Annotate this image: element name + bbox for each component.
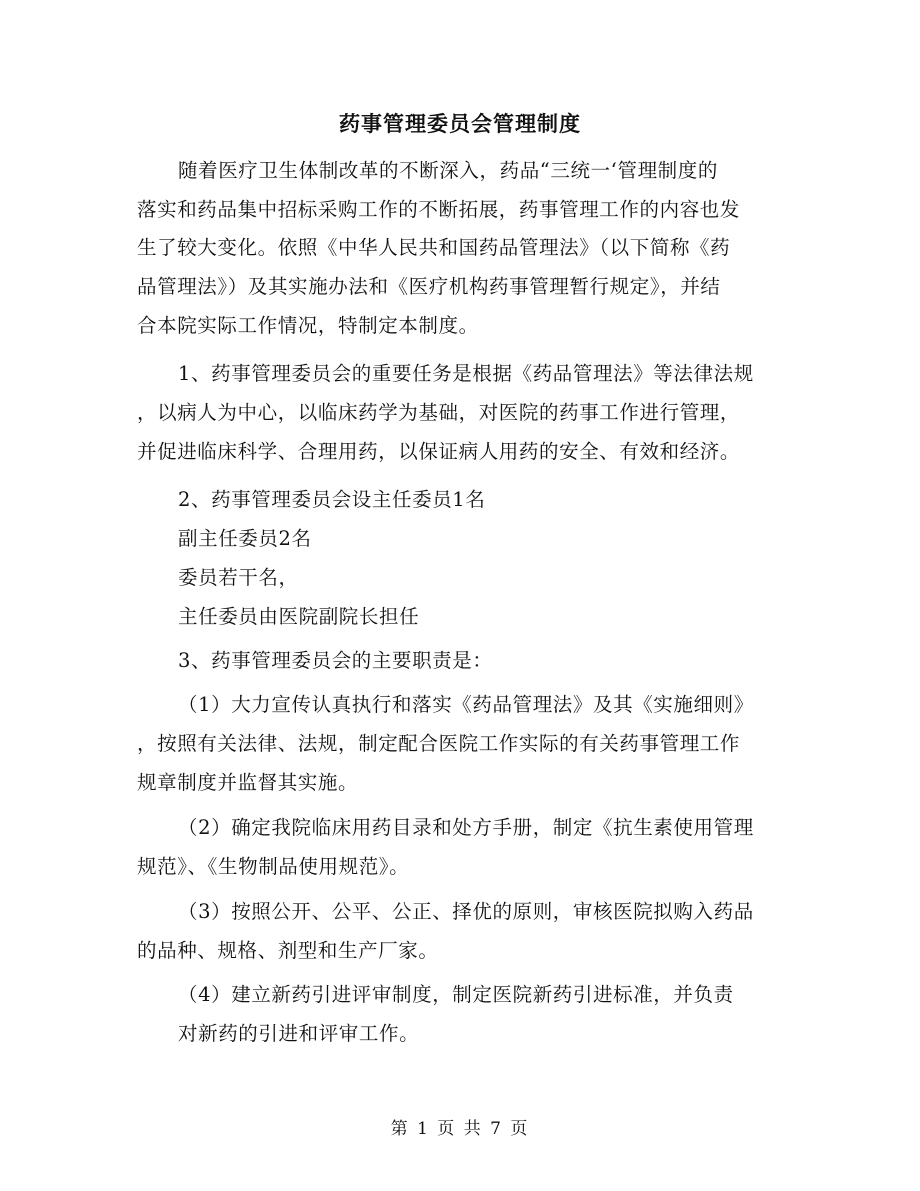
paragraph-line: 合本院实际工作情况，特制定本制度。: [137, 314, 479, 337]
paragraph-line: 并促进临床科学、合理用药，以保证病人用药的安全、有效和经济。: [137, 440, 741, 463]
paragraph-line: 委员若干名，: [178, 566, 299, 589]
paragraph-line: 生了较大变化。依照《中华人民共和国药品管理法》（以下简称《药: [137, 236, 731, 259]
paragraph-line: （3）按照公开、公平、公正、择优的原则，审核医院拟购入药品: [178, 900, 754, 923]
paragraph-line: 主任委员由医院副院长担任: [178, 605, 420, 628]
paragraph-line: 随着医疗卫生体制改革的不断深入，药品“三统一‘管理制度的: [178, 159, 718, 182]
paragraph-line: 规范》、《生物制品使用规范》。: [137, 855, 410, 878]
paragraph-line: ，按照有关法律、法规，制定配合医院工作实际的有关药事管理工作: [137, 732, 741, 755]
paragraph-line: 副主任委员2名: [178, 527, 312, 550]
paragraph-line: （1）大力宣传认真执行和落实《药品管理法》及其《实施细则》: [178, 693, 754, 716]
paragraph-line: ，以病人为中心，以临床药学为基础，对医院的药事工作进行管理，: [137, 401, 741, 424]
paragraph-line: （2）确定我院临床用药目录和处方手册，制定《抗生素使用管理: [178, 816, 754, 839]
paragraph-line: 品管理法》）及其实施办法和《医疗机构药事管理暂行规定》，并结: [137, 275, 721, 298]
paragraph-line: 对新药的引进和评审工作。: [178, 1022, 420, 1045]
paragraph-line: 1、药事管理委员会的重要任务是根据《药品管理法》等法律法规: [178, 362, 754, 385]
page-number-footer: 第 1 页 共 7 页: [390, 1119, 530, 1139]
paragraph-line: 2、药事管理委员会设主任委员1名: [178, 488, 486, 511]
paragraph-line: 的品种、规格、剂型和生产厂家。: [137, 939, 439, 962]
paragraph-line: 3、药事管理委员会的主要职责是：: [178, 649, 493, 672]
paragraph-line: （4）建立新药引进评审制度，制定医院新药引进标准，并负责: [178, 983, 734, 1006]
paragraph-line: 落实和药品集中招标采购工作的不断拓展，药事管理工作的内容也发: [137, 198, 741, 221]
document-title: 药事管理委员会管理制度: [339, 112, 581, 136]
paragraph-line: 规章制度并监督其实施。: [137, 771, 359, 794]
